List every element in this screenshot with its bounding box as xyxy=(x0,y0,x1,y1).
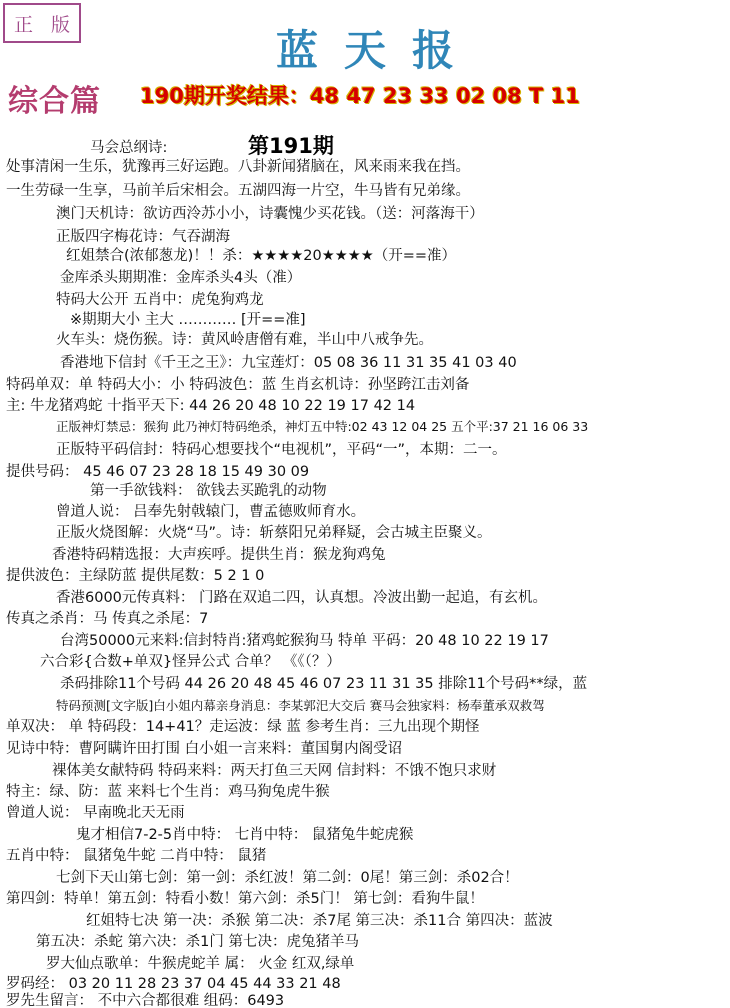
text-line: 澳门天机诗：欲访西泠苏小小，诗囊愧少买花钱。（送：河落海干） xyxy=(56,206,484,222)
text-line: 一生劳碌一生享，马前羊后宋相会。五湖四海一片空，牛马皆有兄弟缘。 xyxy=(6,183,470,199)
text-line: 曾道人说： 早南晚北天无雨 xyxy=(6,805,185,821)
text-line: 曾道人说： 吕奉先射戟辕门，曹孟德败师育水。 xyxy=(56,504,366,520)
stamp-char-1: 正 xyxy=(13,13,33,36)
text-line: 六合彩{合数+单双}怪异公式 合单？ 《《（？） xyxy=(40,654,341,670)
text-line: 红姐禁合(浓郁葱龙)！！杀：★★★★20★★★★（开==准） xyxy=(66,248,457,264)
draw-result: 190期开奖结果：48 47 23 33 02 08 T 11 xyxy=(140,84,580,108)
text-line: 裸体美女献特码 特码来料：两天打鱼三天网 信封料：不饿不饱只求财 xyxy=(52,763,497,779)
text-line: ※期期大小 主大 ………… [开==准] xyxy=(70,312,306,328)
text-line: 正版特平码信封：特码心想要找个“电视机”，平码“一”，本期：二一。 xyxy=(56,442,507,458)
text-line: 正版四字梅花诗：气吞湖海 xyxy=(56,229,230,245)
text-line: 香港地下信封《千王之王》：九宝莲灯：05 08 36 11 31 35 41 03 40 xyxy=(60,355,517,371)
text-line: 正版神灯禁忌：猴狗 此乃神灯特码绝杀，神灯五中特:02 43 12 04 25 五个平:37 21 16 06 33 xyxy=(56,419,589,434)
text-line: 主: 牛龙猪鸡蛇 十指平天下: 44 26 20 48 10 22 19 17 42 14 xyxy=(6,398,416,414)
text-line: 第五决：杀蛇 第六决：杀1门 第七决：虎兔猪羊马 xyxy=(36,934,359,950)
paper-title: 蓝天报 xyxy=(275,26,480,75)
text-line: 特主：绿、防：蓝 来料七个生肖：鸡马狗兔虎牛猴 xyxy=(6,784,330,800)
text-line: 鬼才相信7-2-5肖中特： 七肖中特： 鼠猪兔牛蛇虎猴 xyxy=(76,827,414,843)
text-line: 罗先生留言： 不中六合都很难 组码：6493 xyxy=(6,993,285,1008)
text-line: 杀码排除11个号码 44 26 20 48 45 46 07 23 11 31 35 排除11个号码**绿，蓝 xyxy=(60,676,588,692)
text-line: 提供号码： 45 46 07 23 28 18 15 49 30 09 xyxy=(6,464,310,480)
text-line: 特码大公开 五肖中：虎兔狗鸡龙 xyxy=(56,292,264,308)
text-line: 马会总纲诗: xyxy=(90,140,168,156)
stamp-char-2: 版 xyxy=(50,13,70,36)
text-line: 第一手欲钱料： 欲钱去买跪乳的动物 xyxy=(90,483,327,499)
text-line: 香港特码精选报：大声疾呼。提供生肖：猴龙狗鸡兔 xyxy=(52,547,386,563)
text-line: 香港6000元传真料： 门路在双追二四，认真想。冷波出勤一起追，有玄机。 xyxy=(56,590,548,606)
text-line: 第四剑：特单！第五剑：特看小数！第六剑：杀5门！ 第七剑：看狗牛鼠！ xyxy=(6,891,484,907)
text-line: 火车头：烧伤猴。诗：黄风岭唐僧有难，半山中八戒争先。 xyxy=(56,332,433,348)
text-line: 红姐特七决 第一决：杀猴 第二决：杀7尾 第三决：杀11合 第四决：蓝波 xyxy=(86,913,553,929)
text-line: 处事清闲一生乐，犹豫再三好运跑。八卦新闻猪脑在，风来雨来我在挡。 xyxy=(6,159,470,175)
text-line: 七剑下天山第七剑：第一剑：杀红波！第二剑：0尾！第三剑：杀02合！ xyxy=(56,870,519,886)
text-line: 罗码经： 03 20 11 28 23 37 04 45 44 33 21 48 xyxy=(6,976,341,992)
genuine-stamp xyxy=(3,3,81,43)
text-line: 特码预测[文字版]白小姐内幕亲身消息：李某郭汜大交后 赛马会独家料：杨奉董承双救驾 xyxy=(56,698,545,713)
text-line: 传真之杀肖：马 传真之杀尾：7 xyxy=(6,611,209,627)
text-line: 正版火烧图解：火烧“马”。诗：斩蔡阳兄弟释疑，会古城主臣聚义。 xyxy=(56,525,492,541)
text-line: 金库杀头期期准：金库杀头4头（准） xyxy=(60,270,302,286)
section-title: 综合篇 xyxy=(8,84,101,119)
text-line: 单双决： 单 特码段：14+41？走运波：绿 蓝 参考生肖：三九出现个期怪 xyxy=(6,719,480,735)
text-line: 五肖中特： 鼠猪兔牛蛇 二肖中特： 鼠猪 xyxy=(6,848,267,864)
issue-number: 第191期 xyxy=(248,134,334,158)
text-line: 台湾50000元来料:信封特肖:猪鸡蛇猴狗马 特单 平码：20 48 10 22 19 17 xyxy=(60,633,549,649)
text-line: 特码单双：单 特码大小：小 特码波色：蓝 生肖玄机诗：孙坚跨江击刘备 xyxy=(6,377,470,393)
text-line: 提供波色：主绿防蓝 提供尾数：5 2 1 0 xyxy=(6,568,265,584)
text-line: 见诗中特：曹阿瞒许田打围 白小姐一言来料：董国舅内阁受诏 xyxy=(6,741,403,757)
text-line: 罗大仙点歌单：牛猴虎蛇羊 属： 火金 红双,绿单 xyxy=(46,956,355,972)
